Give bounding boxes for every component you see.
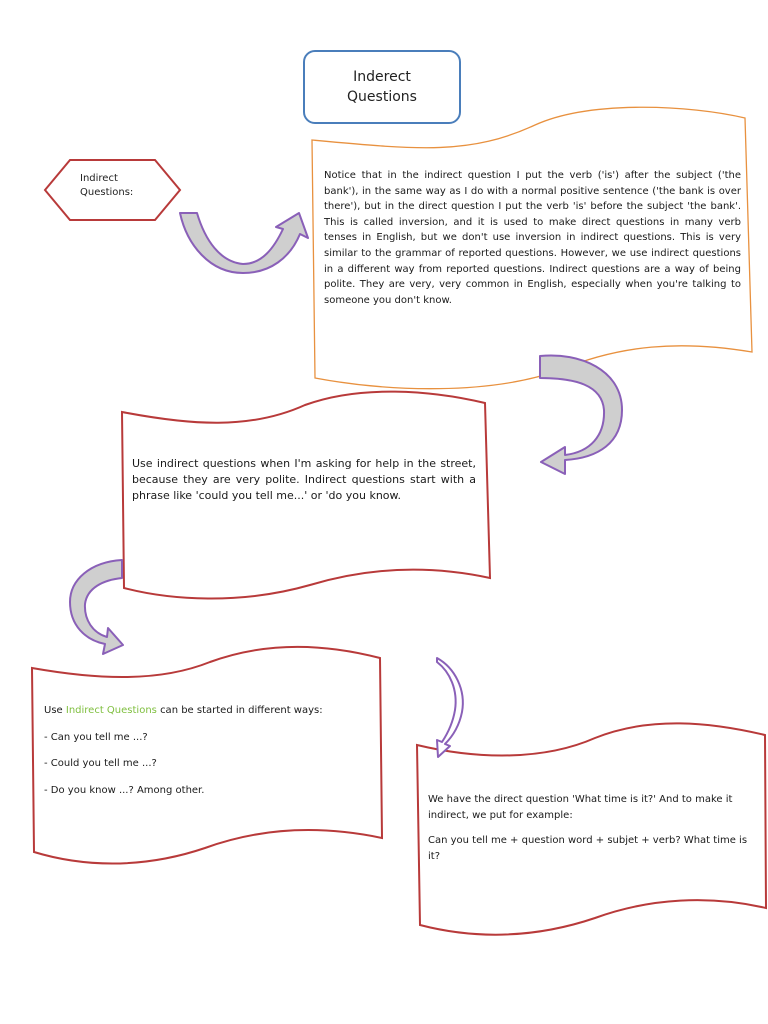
box3-item-2: - Could you tell me ...? [44,758,157,770]
box3-intro-post: can be started in different ways: [160,705,323,716]
box3-item-1: - Can you tell me ...? [44,731,148,743]
box3-content [44,703,374,809]
title-box [303,50,461,124]
box3-intro [44,703,374,719]
box3-intro-pre: Use [44,705,63,716]
curved-arrow-3 [70,560,123,654]
box3-item-3: - Do you know ...? Among other. [44,784,205,796]
title-text: Inderect Questions [347,69,417,105]
curved-arrow-1 [180,213,308,273]
box4-line-2: Can you tell me + question word + subjet + verb? What time is it? [428,835,748,862]
curved-arrow-4 [437,658,463,757]
curved-arrow-2 [540,355,622,474]
box4-line-1: We have the direct question 'What time is it?' And to make it indirect, we put for example: [428,794,733,821]
box4-content [428,792,758,875]
box3-intro-highlight: Indirect Questions [65,705,157,716]
box2-text: Use indirect questions when I'm asking for help in the street, because they are very polite. Indirect questions start with a phrase like 'could you tell me...' or 'do you know. [132,457,476,502]
box1-text: Notice that in the indirect question I put the verb ('is') after the subject ('the bank'), in the same way as I do with a normal positive sentence ('the bank is over there'), but in the direct question I put the verb 'is' before the subject 'the bank'. This is called inversion, and it is used to make direct questions in many verb tenses in English, but we don't use inversion in indirect questions. This is very similar to the grammar of reported questions. However, we use indirect questions in a different way from reported questions. Indirect questions are a way of being polite. They are very, very common in English, especially when you're talking to someone you don't know. [324,170,741,306]
hexagon-label: Indirect Questions: [80,173,134,198]
